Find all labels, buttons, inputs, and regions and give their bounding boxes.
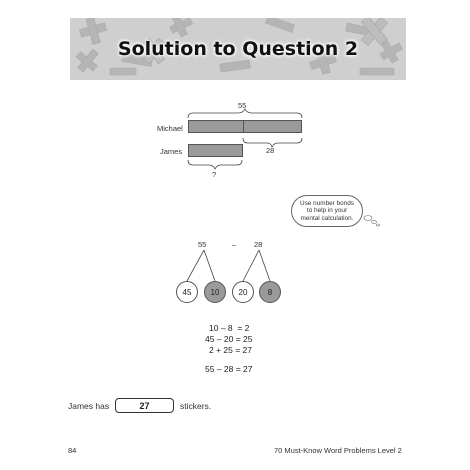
total-brace xyxy=(188,109,302,118)
answer-box: 27 xyxy=(115,398,174,413)
calc-line-3: 2 + 25 = 27 xyxy=(209,345,253,355)
answer-suffix: stickers. xyxy=(180,401,212,411)
total-label: 55 xyxy=(238,101,247,110)
thought-bubble: Use number bonds to help in your mental calculation. xyxy=(291,195,363,227)
bond-circle-10: 10 xyxy=(204,281,226,303)
bond-circle-8: 8 xyxy=(259,281,281,303)
calc-line-2: 45 – 20 = 25 xyxy=(205,334,253,344)
calc-line-4: 55 – 28 = 27 xyxy=(205,364,253,374)
bond-operator: – xyxy=(232,240,237,249)
michael-bar-right xyxy=(243,120,302,133)
bond-circle-45: 45 xyxy=(176,281,198,303)
bond-circle-20: 20 xyxy=(232,281,254,303)
james-bar xyxy=(188,144,243,157)
michael-bar-left xyxy=(188,120,244,133)
james-label: James xyxy=(160,147,183,156)
difference-label: 28 xyxy=(266,146,275,155)
calc-line-1: 10 – 8 = 2 xyxy=(209,323,250,333)
book-title: 70 Must-Know Word Problems Level 2 xyxy=(274,446,402,455)
michael-label: Michael xyxy=(157,124,183,133)
unknown-label: ? xyxy=(212,170,217,179)
page-title: Solution to Question 2 xyxy=(117,38,359,60)
page-number: 84 xyxy=(68,446,77,455)
answer-prefix: James has xyxy=(68,401,110,411)
james-brace xyxy=(188,160,242,169)
bond-left-top: 55 xyxy=(198,240,207,249)
bond-right-top: 28 xyxy=(254,240,263,249)
